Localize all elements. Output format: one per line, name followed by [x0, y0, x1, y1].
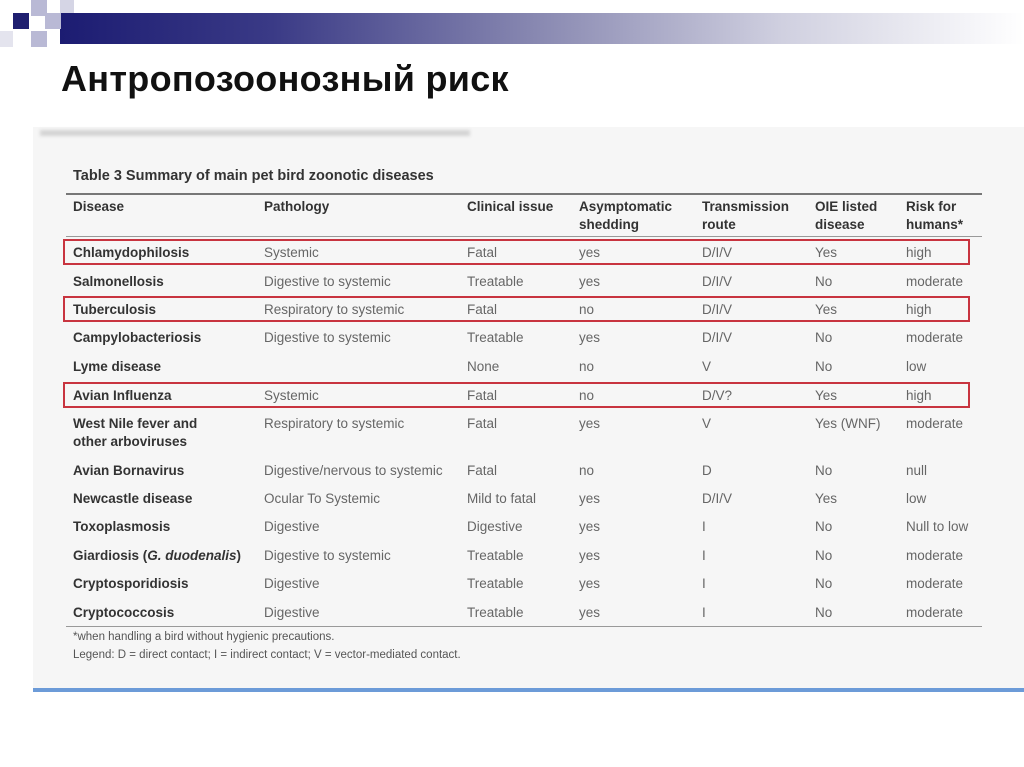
shedding-cell: yes: [579, 491, 601, 506]
risk-cell: high: [906, 388, 932, 403]
oie-cell: No: [815, 519, 833, 534]
header-asymptomatic-shedding: [579, 198, 672, 234]
table-header-rule: [66, 236, 982, 237]
oie-cell: No: [815, 605, 833, 620]
blurred-caption: [40, 130, 470, 136]
pathology-cell: Ocular To Systemic: [264, 491, 381, 506]
shedding-cell: yes: [579, 274, 601, 289]
route-cell: V: [702, 416, 712, 431]
shedding-cell: yes: [579, 245, 601, 260]
route-cell: I: [702, 576, 706, 591]
pathology-cell: Digestive: [264, 605, 320, 620]
decor-square: [60, 0, 74, 13]
route-cell: I: [702, 548, 706, 563]
route-cell: D/I/V: [702, 491, 733, 506]
disease-cell: Lyme disease: [73, 359, 162, 374]
header-clinical-issue: [467, 198, 553, 216]
pathology-cell: Digestive: [264, 576, 320, 591]
disease-cell: Avian Bornavirus: [73, 463, 185, 478]
clinical-cell: Fatal: [467, 302, 498, 317]
header-text: Clinical issue: [467, 199, 554, 214]
header-text: Transmission: [702, 199, 790, 214]
header-text: Asymptomatic: [579, 199, 673, 214]
shedding-cell: no: [579, 388, 595, 403]
oie-cell: Yes (WNF): [815, 416, 881, 431]
header-text: shedding: [579, 217, 639, 232]
clinical-cell: Treatable: [467, 274, 524, 289]
oie-cell: Yes: [815, 245, 838, 260]
oie-cell: Yes: [815, 302, 838, 317]
route-cell: I: [702, 519, 706, 534]
oie-cell: No: [815, 274, 833, 289]
disease-cell: Newcastle disease: [73, 491, 193, 506]
route-cell: I: [702, 605, 706, 620]
shedding-cell: no: [579, 463, 595, 478]
disease-cell: Giardiosis (G. duodenalis): [73, 548, 242, 563]
risk-cell: high: [906, 245, 932, 260]
pathology-cell: Respiratory to systemic: [264, 416, 405, 431]
header-text: Risk for: [906, 199, 957, 214]
pathology-cell: Digestive: [264, 519, 320, 534]
header-text: OIE listed: [815, 199, 878, 214]
shedding-cell: no: [579, 359, 595, 374]
clinical-cell: Treatable: [467, 605, 524, 620]
header-text: Pathology: [264, 199, 330, 214]
pathology-cell: Digestive/nervous to systemic: [264, 463, 443, 478]
shedding-cell: yes: [579, 548, 601, 563]
oie-cell: No: [815, 576, 833, 591]
header-pathology: [264, 198, 329, 216]
clinical-cell: Mild to fatal: [467, 491, 537, 506]
disease-cell: Campylobacteriosis: [73, 330, 202, 345]
header-transmission-route: [702, 198, 789, 234]
oie-cell: No: [815, 463, 833, 478]
shedding-cell: yes: [579, 416, 601, 431]
disease-cell: Avian Influenza: [73, 388, 172, 403]
risk-cell: moderate: [906, 576, 964, 591]
pathology-cell: Systemic: [264, 388, 319, 403]
shedding-cell: yes: [579, 330, 601, 345]
shedding-cell: no: [579, 302, 595, 317]
disease-cell: West Nile fever and other arboviruses: [73, 416, 198, 449]
disease-cell: Chlamydophilosis: [73, 245, 190, 260]
route-cell: V: [702, 359, 712, 374]
pathology-cell: Respiratory to systemic: [264, 302, 405, 317]
clinical-cell: Treatable: [467, 330, 524, 345]
oie-cell: No: [815, 359, 833, 374]
decor-square: [45, 13, 61, 29]
shedding-cell: yes: [579, 576, 601, 591]
header-disease: [73, 198, 124, 216]
pathology-cell: Digestive to systemic: [264, 274, 391, 289]
pathology-cell: Systemic: [264, 245, 319, 260]
disease-cell: Cryptosporidiosis: [73, 576, 189, 591]
header-text: humans*: [906, 217, 964, 232]
header-risk-for-humans: [906, 198, 963, 234]
clinical-cell: Digestive: [467, 519, 523, 534]
table-footnote: *when handling a bird without hygienic precautions.: [73, 631, 335, 643]
route-cell: D/V?: [702, 388, 733, 403]
risk-cell: Null to low: [906, 519, 969, 534]
header-text: Disease: [73, 199, 125, 214]
risk-cell: low: [906, 491, 927, 506]
header-text: disease: [815, 217, 865, 232]
disease-cell: Salmonellosis: [73, 274, 164, 289]
oie-cell: Yes: [815, 388, 838, 403]
decor-square: [0, 31, 13, 47]
risk-cell: moderate: [906, 548, 964, 563]
route-cell: D/I/V: [702, 274, 733, 289]
route-cell: D: [702, 463, 712, 478]
clinical-cell: Treatable: [467, 548, 524, 563]
disease-cell: Cryptococcosis: [73, 605, 175, 620]
oie-cell: No: [815, 548, 833, 563]
table-legend: Legend: D = direct contact; I = indirect contact; V = vector-mediated contact.: [73, 649, 461, 661]
header-oie-listed: [815, 198, 877, 234]
disease-cell: Toxoplasmosis: [73, 519, 171, 534]
pathology-cell: Digestive to systemic: [264, 330, 391, 345]
table-bottom-rule: [66, 626, 982, 627]
decor-square: [31, 31, 47, 47]
table-title: Table 3 Summary of main pet bird zoonotic diseases: [73, 168, 434, 184]
decor-square: [13, 13, 29, 29]
risk-cell: low: [906, 359, 927, 374]
shedding-cell: yes: [579, 605, 601, 620]
risk-cell: moderate: [906, 605, 964, 620]
disease-cell: Tuberculosis: [73, 302, 157, 317]
risk-cell: moderate: [906, 416, 964, 431]
oie-cell: No: [815, 330, 833, 345]
route-cell: D/I/V: [702, 330, 733, 345]
clinical-cell: Treatable: [467, 576, 524, 591]
clinical-cell: Fatal: [467, 463, 498, 478]
shedding-cell: yes: [579, 519, 601, 534]
route-cell: D/I/V: [702, 302, 733, 317]
image-divider: [33, 688, 1024, 692]
oie-cell: Yes: [815, 491, 838, 506]
risk-cell: high: [906, 302, 932, 317]
header-gradient-bar: [60, 13, 1024, 44]
table-top-rule: [66, 193, 982, 195]
clinical-cell: None: [467, 359, 500, 374]
clinical-cell: Fatal: [467, 245, 498, 260]
risk-cell: moderate: [906, 330, 964, 345]
slide-title: Антропозоонозный риск: [61, 58, 509, 99]
risk-cell: null: [906, 463, 928, 478]
header-text: route: [702, 217, 736, 232]
pathology-cell: Digestive to systemic: [264, 548, 391, 563]
risk-cell: moderate: [906, 274, 964, 289]
clinical-cell: Fatal: [467, 388, 498, 403]
route-cell: D/I/V: [702, 245, 733, 260]
clinical-cell: Fatal: [467, 416, 498, 431]
